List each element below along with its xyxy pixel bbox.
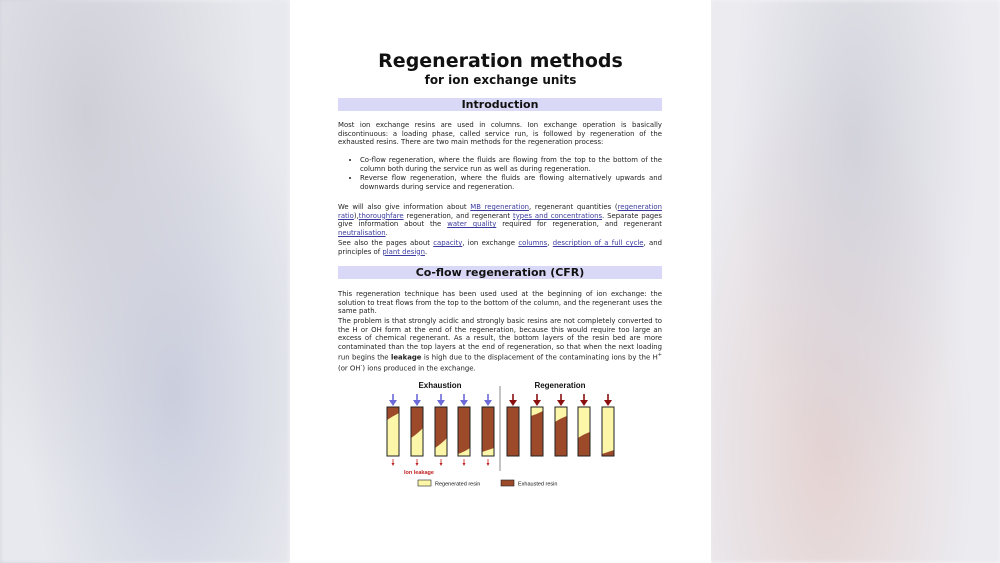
cfr-paragraph-1: This regeneration technique has been used used at the beginning of ion exchange: the solution to treat flows from the top to the bottom of the column, and the regenerant uses the same path. xyxy=(338,290,662,316)
down-arrow-icon xyxy=(484,394,492,406)
down-arrow-icon xyxy=(389,394,397,406)
ion-leakage-label: Ion leakage xyxy=(404,470,434,476)
legend-swatch-exhausted xyxy=(501,480,514,486)
resin-column xyxy=(602,407,614,456)
link-water-quality[interactable]: water quality xyxy=(447,220,497,229)
resin-column xyxy=(411,407,423,456)
legend-label-exhausted: Exhausted resin xyxy=(518,481,558,488)
intro-bullet-list xyxy=(338,156,662,192)
cfr-paragraph-2 xyxy=(338,317,662,373)
text-run: , regenerant quantities ( xyxy=(529,203,618,211)
intro-paragraph-1: Most ion exchange resins are used in columns. Ion exchange operation is basically discontinuous: a loading phase, called service run, is followed by regeneration of the exhausted resins. There are two main methods for the regeneration process: xyxy=(338,121,662,147)
text-run: ) ions produced in the exchange. xyxy=(362,364,476,373)
resin-column xyxy=(507,407,519,456)
link-thoroughfare[interactable]: thoroughfare xyxy=(358,211,404,220)
text-run: . xyxy=(385,228,388,237)
background-left xyxy=(0,0,290,563)
down-arrow-icon xyxy=(413,394,421,406)
text-run: , ion exchange xyxy=(462,239,519,247)
page-title: Regeneration methods xyxy=(378,50,623,72)
text-run: , xyxy=(547,239,553,247)
superscript: + xyxy=(657,352,662,359)
text-run: . xyxy=(424,247,428,256)
text-run: , and principles of xyxy=(338,239,662,256)
regeneration-columns xyxy=(507,407,614,456)
down-arrow-icon xyxy=(392,459,395,466)
link-regeneration-ratio[interactable]: regeneration ratio xyxy=(338,203,662,220)
section-heading-coflow: Co-flow regeneration (CFR) xyxy=(338,266,662,279)
down-arrow-icon xyxy=(557,394,565,406)
down-arrow-icon xyxy=(437,394,445,406)
exhaustion-arrows xyxy=(389,394,492,406)
text-run: (or OH xyxy=(338,364,361,373)
down-arrow-icon xyxy=(604,394,612,406)
resin-column xyxy=(387,407,399,456)
resin-column xyxy=(482,407,494,456)
exhaustion-label: Exhaustion xyxy=(418,381,462,390)
resin-column xyxy=(555,407,567,456)
link-columns[interactable]: columns xyxy=(518,239,548,247)
text-run: . Separate pages give information about the xyxy=(338,211,662,229)
background-right xyxy=(710,0,1000,563)
regeneration-arrows xyxy=(509,394,612,406)
text-run: required for regeneration, and regenerant xyxy=(496,220,662,229)
leakage-arrows xyxy=(392,459,490,466)
legend-label-regenerated: Regenerated resin xyxy=(435,481,481,488)
section-heading-introduction: Introduction xyxy=(338,98,662,111)
list-item: • Reverse flow regeneration, where the fluids are flowing alternatively upwards and downwards during service and regeneration. xyxy=(360,174,662,191)
list-item: • Co-flow regeneration, where the fluids are flowing from the top to the bottom of the column both during the service run as well as during regeneration. xyxy=(360,156,662,173)
text-run: See also the pages about xyxy=(338,239,434,247)
intro-paragraph-2 xyxy=(338,203,662,237)
down-arrow-icon xyxy=(460,394,468,406)
regeneration-label: Regeneration xyxy=(534,381,586,390)
text-run: ), xyxy=(353,211,359,220)
link-capacity[interactable]: capacity xyxy=(433,239,463,247)
regeneration-diagram xyxy=(382,376,622,494)
down-arrow-icon xyxy=(416,459,419,466)
document-page xyxy=(290,0,711,563)
link-types-and-concentrations[interactable]: types and concentrations xyxy=(513,211,603,220)
down-arrow-icon xyxy=(463,459,466,466)
leakage-term: leakage xyxy=(390,353,422,362)
down-arrow-icon xyxy=(509,394,517,406)
resin-column xyxy=(435,407,447,456)
text-run: regeneration, and regenerant xyxy=(403,211,513,220)
link-plant-design[interactable]: plant design xyxy=(382,247,425,256)
intro-paragraph-3 xyxy=(338,239,662,256)
text-run: is high due to the displacement of the contaminating ions by the H xyxy=(421,353,658,362)
down-arrow-icon xyxy=(487,459,490,466)
text-run: We will also give information about xyxy=(338,203,471,211)
down-arrow-icon xyxy=(533,394,541,406)
legend xyxy=(418,480,557,488)
down-arrow-icon xyxy=(440,459,443,466)
superscript: - xyxy=(360,363,363,370)
exhaustion-columns xyxy=(387,407,494,456)
link-full-cycle[interactable]: description of a full cycle xyxy=(552,239,644,247)
resin-column xyxy=(458,407,470,456)
resin-column xyxy=(578,407,590,456)
link-neutralisation[interactable]: neutralisation xyxy=(338,228,386,237)
resin-column xyxy=(531,407,543,456)
text-run: The problem is that strongly acidic and strongly basic resins are not completely converted to the H or OH form at the end of the regeneration, because this would require too large an excess of chemical regenerant. As a result, the bottom layers of the resin bed are more contaminated than the top layers at the end of regeneration, so that when the next loading run begins the xyxy=(338,317,662,362)
link-mb-regeneration[interactable]: MB regeneration xyxy=(470,203,530,211)
page-subtitle: for ion exchange units xyxy=(424,73,577,87)
legend-swatch-regenerated xyxy=(418,480,431,486)
down-arrow-icon xyxy=(580,394,588,406)
